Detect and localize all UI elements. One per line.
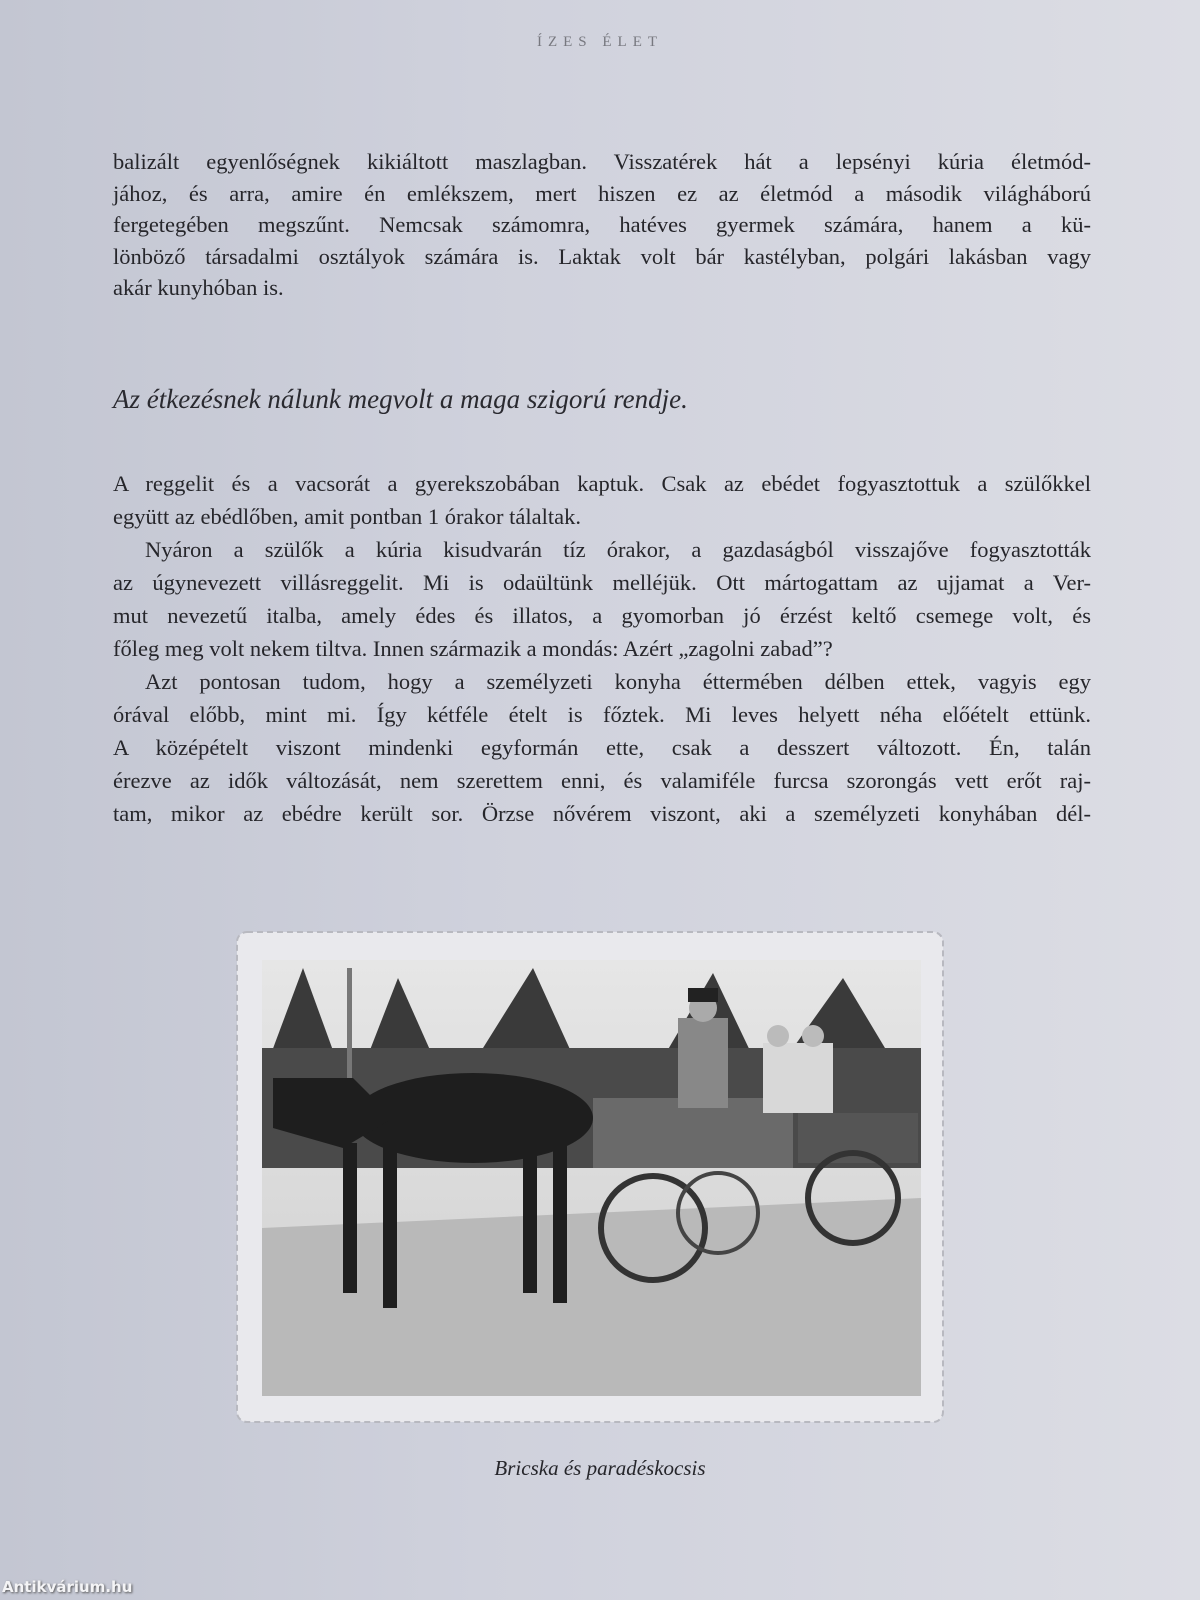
photo-carriage (233, 928, 947, 1426)
section-heading: Az étkezésnek nálunk megvolt a maga szigorú rendje. (113, 384, 688, 414)
text-line: főleg meg volt nekem tiltva. Innen származik a mondás: Azért „zagolni zabad”? (113, 636, 833, 661)
paragraph-1 (113, 146, 1091, 304)
text-line: tam, mikor az ebédre került sor. Örzse nővérem viszont, aki a személyzeti konyhában dél- (113, 801, 1091, 826)
running-head: ÍZES ÉLET (536, 34, 664, 50)
text-line: érezve az idők változását, nem szerettem enni, és valamiféle furcsa szorongás vett erőt raj- (113, 768, 1091, 793)
text-line: akár kunyhóban is. (113, 275, 284, 300)
text-line: A középételt viszont mindenki egyformán ette, csak a desszert változott. Én, talán (113, 735, 1091, 760)
text-line: Azt pontosan tudom, hogy a személyzeti konyha éttermében délben ettek, vagyis egy (145, 669, 1091, 694)
text-line: lönböző társadalmi osztályok számára is. Laktak volt bár kastélyban, polgári lakásban vagy (113, 243, 1091, 269)
text-line: órával előbb, mint mi. Így kétféle ételt is főztek. Mi leves helyett néha előételt ettünk. (113, 702, 1091, 727)
text-line: balizált egyenlőségnek kikiáltott maszlagban. Visszatérek hát a lepsényi kúria életmód- (113, 149, 1091, 174)
text-line: Nyáron a szülők a kúria kisudvarán tíz órakor, a gazdaságból visszajőve fogyasztották (145, 537, 1091, 562)
photo-caption: Bricska és paradéskocsis (494, 1456, 706, 1480)
watermark: Antikvárium.hu (2, 1578, 133, 1596)
text-line: fergetegében megszűnt. Nemcsak számomra, hatéves gyermek számára, hanem a kü- (113, 212, 1091, 237)
text-line: az úgynevezett villásreggelit. Mi is odaültünk melléjük. Ott mártogattam az ujjamat a Ver- (113, 570, 1091, 595)
text-line: A reggelit és a vacsorát a gyerekszobában kaptuk. Csak az ebédet fogyasztottuk a szülőkkel (113, 471, 1091, 496)
text-line: együtt az ebédlőben, amit pontban 1 órakor tálaltak. (113, 504, 581, 529)
paragraph-2 (113, 467, 1091, 830)
text-line: jához, és arra, amire én emlékszem, mert hiszen ez az életmód a második világháború (113, 180, 1091, 206)
text-line: mut nevezetű italba, amely édes és illatos, a gyomorban jó érzést keltő csemege volt, és (113, 603, 1091, 628)
